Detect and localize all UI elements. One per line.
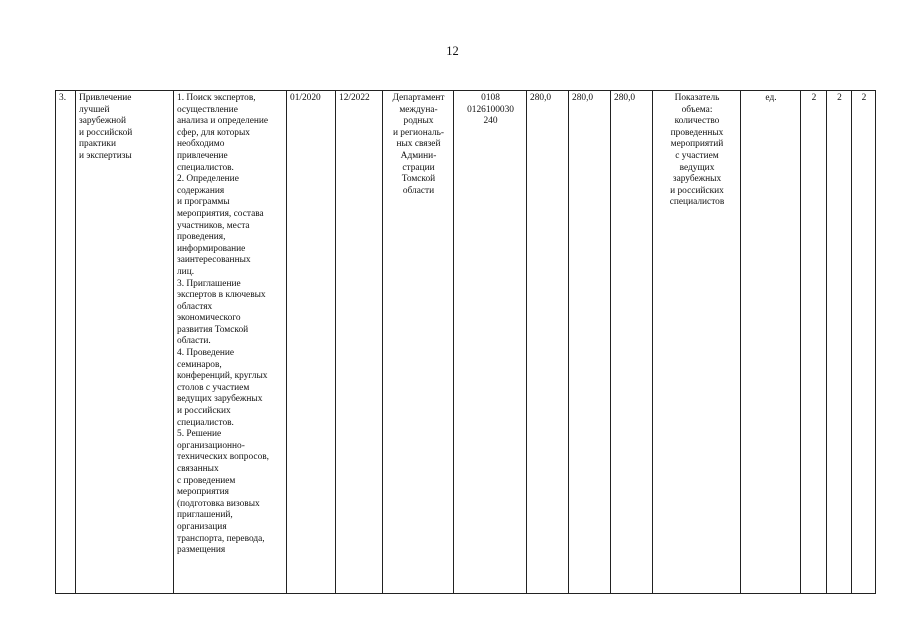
executor-line: родных bbox=[403, 116, 434, 127]
action-line: проведения, bbox=[177, 232, 226, 243]
value-year-1: 2 bbox=[801, 91, 827, 594]
action-line: приглашений, bbox=[177, 510, 233, 521]
indicator-line: ведущих bbox=[679, 162, 715, 173]
action-line: организация bbox=[177, 521, 227, 532]
action-line: семинаров, bbox=[177, 359, 222, 370]
funding-year: 280,0 bbox=[569, 91, 611, 594]
action-line: технических вопросов, bbox=[177, 452, 270, 463]
action-line: с проведением bbox=[177, 475, 236, 486]
executor-line: Томской bbox=[401, 174, 436, 185]
indicator-line: проведенных bbox=[670, 127, 724, 138]
action-line: информирование bbox=[177, 243, 246, 254]
indicator-line: специалистов bbox=[669, 197, 725, 208]
action-line: 3. Приглашение bbox=[177, 278, 241, 289]
measure-name-cell bbox=[76, 91, 174, 594]
indicator-line: объема: bbox=[681, 104, 713, 115]
actions-cell bbox=[174, 91, 287, 594]
action-line: необходимо bbox=[177, 139, 225, 150]
indicator-line: и российских bbox=[670, 185, 724, 196]
program-table bbox=[55, 90, 876, 594]
action-line: лиц. bbox=[177, 266, 195, 277]
executor-line: и региональ- bbox=[392, 127, 445, 138]
executor-line: Админи- bbox=[400, 150, 437, 161]
unit-cell: ед. bbox=[741, 91, 801, 594]
measure-name-line: лучшей bbox=[79, 104, 110, 115]
action-line: содержания bbox=[177, 185, 225, 196]
action-line: областях bbox=[177, 301, 213, 312]
indicator-line: зарубежных bbox=[672, 174, 722, 185]
action-line: мероприятия, состава bbox=[177, 208, 264, 219]
action-line: и программы bbox=[177, 197, 230, 208]
action-line: размещения bbox=[177, 545, 226, 556]
value-year-2: 2 bbox=[827, 91, 852, 594]
budget-code-line: 0126100030 bbox=[467, 104, 514, 115]
action-line: связанных bbox=[177, 464, 219, 474]
start-date: 01/2020 bbox=[287, 91, 336, 594]
value-year-3: 2 bbox=[852, 91, 876, 594]
action-line: области. bbox=[177, 336, 211, 347]
action-line: мероприятия bbox=[177, 487, 229, 498]
executor-line: области bbox=[402, 185, 435, 196]
action-line: 5. Решение bbox=[177, 429, 222, 440]
indicator-line: количество bbox=[674, 116, 720, 127]
executor-line: Департамент bbox=[392, 93, 445, 103]
executor-line: междуна- bbox=[399, 104, 438, 115]
funding-total: 280,0 bbox=[527, 91, 569, 594]
action-line: специалистов. bbox=[177, 417, 234, 428]
action-line: экспертов в ключевых bbox=[177, 290, 266, 301]
action-line: анализа и определение bbox=[177, 116, 269, 127]
measure-name-line: Привлечение bbox=[79, 93, 132, 103]
action-line: заинтересованных bbox=[177, 255, 251, 266]
page-number: 12 bbox=[446, 44, 459, 58]
action-line: привлечение bbox=[177, 150, 228, 161]
action-line: специалистов. bbox=[177, 162, 234, 173]
measure-name-line: и российской bbox=[79, 127, 133, 138]
action-line: 2. Определение bbox=[177, 174, 239, 185]
executor-line: ных связей bbox=[396, 139, 441, 150]
action-line: 4. Проведение bbox=[177, 348, 235, 359]
action-line: конференций, круглых bbox=[177, 371, 268, 382]
action-line: столов с участием bbox=[177, 382, 250, 393]
action-line: и российских bbox=[177, 406, 231, 417]
executor-line: страции bbox=[402, 162, 435, 173]
funding-source: 280,0 bbox=[611, 91, 653, 594]
action-line: организационно- bbox=[177, 440, 245, 451]
action-line: сфер, для которых bbox=[177, 127, 250, 138]
measure-name-line: зарубежной bbox=[79, 116, 126, 127]
action-line: развития Томской bbox=[177, 324, 249, 335]
action-line: ведущих зарубежных bbox=[177, 394, 263, 405]
executor-cell bbox=[383, 91, 454, 594]
action-line: транспорта, перевода, bbox=[177, 533, 265, 544]
action-line: 1. Поиск экспертов, bbox=[177, 93, 256, 103]
row-number: 3. bbox=[56, 91, 76, 594]
indicator-line: с участием bbox=[675, 150, 719, 161]
indicator-line: мероприятий bbox=[670, 139, 724, 150]
measure-name-line: и экспертизы bbox=[79, 150, 132, 161]
budget-code-line: 240 bbox=[483, 116, 498, 127]
measure-name-line: практики bbox=[79, 139, 116, 150]
budget-code-cell bbox=[454, 91, 527, 594]
action-line: осуществление bbox=[177, 104, 238, 115]
budget-code-line: 0108 bbox=[481, 93, 500, 103]
indicator-line: Показатель bbox=[674, 93, 720, 103]
indicator-cell bbox=[653, 91, 741, 594]
table-row bbox=[56, 91, 876, 594]
action-line: (подготовка визовых bbox=[177, 498, 260, 509]
end-date: 12/2022 bbox=[336, 91, 383, 594]
action-line: участников, места bbox=[177, 220, 250, 231]
action-line: экономического bbox=[177, 313, 241, 324]
